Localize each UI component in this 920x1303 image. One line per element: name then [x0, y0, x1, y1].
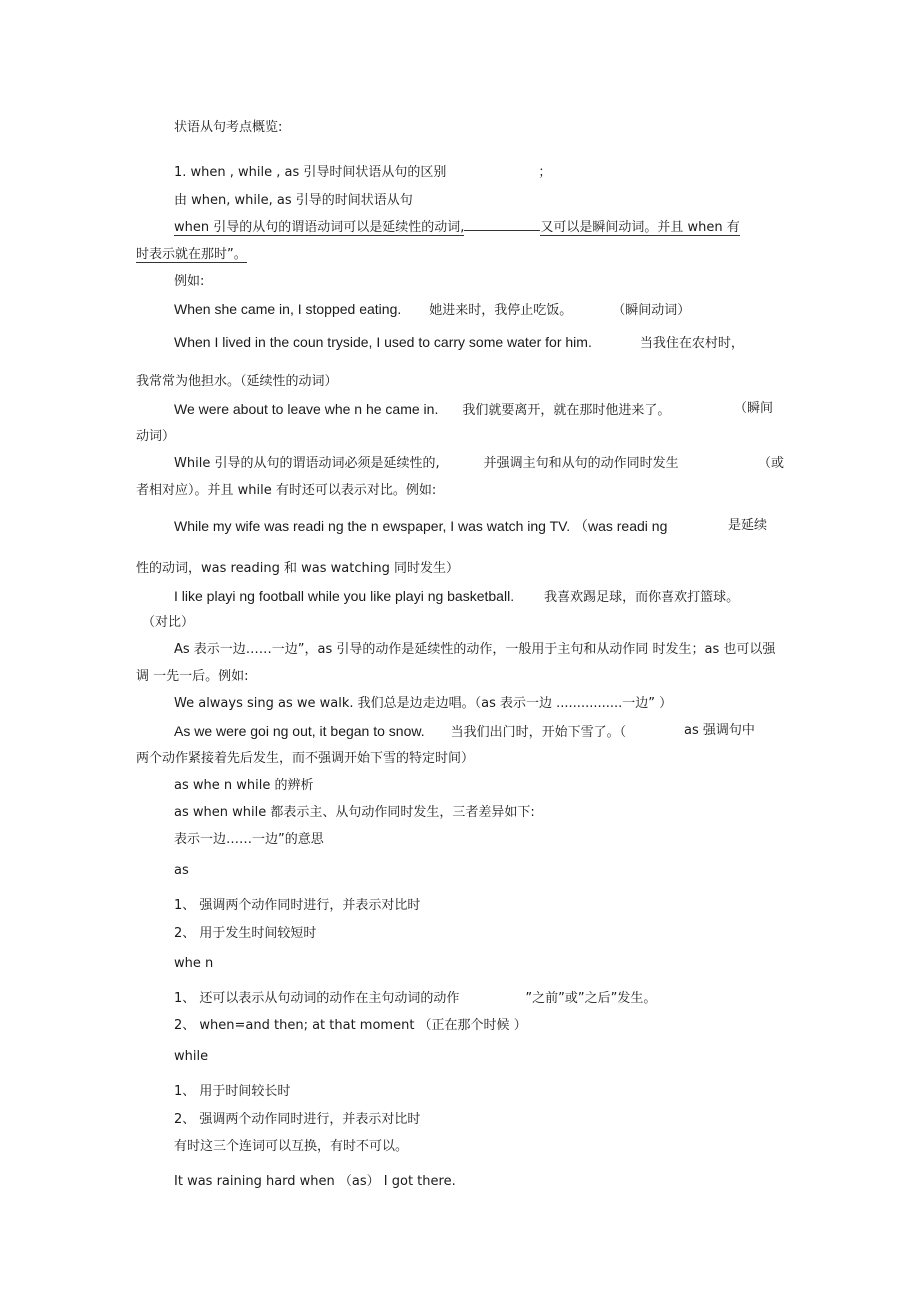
analysis-title: as whe n while 的辨析 [174, 778, 314, 793]
when-rule-part-a: when 引导的从句的谓语动词可以是延续性的动词, [174, 220, 465, 235]
example-3-note-a: （瞬间 [734, 401, 774, 416]
when-point-1 [174, 991, 656, 1007]
example-2-zh-a: 当我住在农村时， [639, 336, 744, 351]
intro-line: 由 when, while, as 引导的时间状语从句 [174, 193, 413, 208]
heading-1-text: 1. when , while , as 引导时间状语从句的区别 [174, 165, 447, 180]
when-rule-line-2 [136, 247, 247, 263]
when-rule-line-1 [174, 220, 740, 236]
example-7-zh-c: 两个动作紧接着先后发生，而不强调开始下雪的特定时间） [136, 751, 475, 766]
while-rule-part-a: While 引导的从句的谓语动词必须是延续性的, [174, 456, 440, 471]
example-5-en: I like playi ng football while you like playi ng basketball. [174, 588, 515, 604]
example-3-en: We were about to leave whe n he came in. [174, 401, 439, 417]
example-1 [174, 301, 690, 319]
meaning-line: 表示一边……一边”的意思 [174, 832, 324, 847]
as-rule-line-1: As 表示一边……一边”，as 引导的动作是延续性的动作，一般用于主句和从动作同 时发生；as 也可以强 [174, 642, 776, 657]
example-6: We always sing as we walk. 我们总是边走边唱。（as 表示一边 ................一边” ） [174, 696, 673, 711]
heading-1-semicolon: ； [538, 165, 552, 180]
when-rule-part-b: 又可以是瞬间动词。并且 when 有 [540, 220, 740, 235]
while-point-1: 1、 用于时间较长时 [174, 1084, 291, 1099]
while-point-2: 2、 强调两个动作同时进行，并表示对比时 [174, 1112, 421, 1127]
example-4-zh-a: 是延续 [728, 518, 768, 533]
as-rule-line-2: 调 一先一后。例如: [136, 669, 249, 684]
example-1-note: （瞬间动词） [612, 303, 691, 318]
example-1-en: When she came in, I stopped eating. [174, 301, 402, 317]
as-heading: as [174, 863, 189, 878]
while-rule-line-1 [174, 456, 679, 472]
heading-1 [174, 165, 551, 181]
while-rule-line-2: 者相对应）。并且 while 有时还可以表示对比。例如: [136, 483, 437, 498]
while-rule-part-c: （或 [758, 456, 785, 471]
when-rule-part-c: 时表示就在那时”。 [136, 247, 247, 262]
as-point-2: 2、 用于发生时间较短时 [174, 926, 317, 941]
example-7 [174, 723, 626, 741]
when-heading: whe n [174, 956, 214, 971]
example-4-en: While my wife was readi ng the n ewspaper, I was watch ing TV. （was readi ng [174, 518, 668, 534]
example-3 [174, 401, 670, 419]
when-point-1-b: ”之前”或”之后”发生。 [525, 991, 657, 1006]
example-3-note-b: 动词） [136, 429, 176, 444]
example-3-zh: 我们就要离开，就在那时他进来了。 [462, 403, 671, 418]
analysis-intro: as when while 都表示主、从句动作同时发生，三者差异如下: [174, 805, 535, 820]
example-2-zh-b: 我常常为他担水。（延续性的动词） [136, 374, 338, 389]
as-point-1: 1、 强调两个动作同时进行，并表示对比时 [174, 898, 421, 913]
while-rule-part-b: 并强调主句和从句的动作同时发生 [483, 456, 679, 471]
when-point-2: 2、 when=and then; at that moment （正在那个时候 ） [174, 1018, 527, 1033]
example-7-en: As we were goi ng out, it began to snow. [174, 723, 425, 739]
example-8: It was raining hard when （as） I got there. [174, 1174, 456, 1189]
example-5-note: （对比） [142, 615, 195, 630]
example-2-en: When I lived in the coun tryside, I used to carry some water for him. [174, 334, 592, 350]
example-label: 例如: [174, 274, 205, 289]
example-1-zh: 她进来时，我停止吃饭。 [429, 303, 573, 318]
when-point-1-a: 1、 还可以表示从句动词的动作在主句动词的动作 [174, 991, 460, 1006]
example-7-zh: 当我们出门时，开始下雪了。（ [450, 725, 627, 740]
example-2 [174, 334, 744, 352]
example-5 [174, 588, 739, 606]
interchange-note: 有时这三个连词可以互换，有时不可以。 [174, 1139, 409, 1154]
example-4 [174, 518, 667, 536]
example-5-zh: 我喜欢踢足球，而你喜欢打篮球。 [544, 590, 740, 605]
example-7-zh-b: as 强调句中 [684, 723, 755, 738]
example-4-zh-b: 性的动词，was reading 和 was watching 同时发生） [136, 561, 459, 576]
doc-title: 状语从句考点概览: [174, 120, 283, 135]
while-heading: while [174, 1049, 209, 1064]
